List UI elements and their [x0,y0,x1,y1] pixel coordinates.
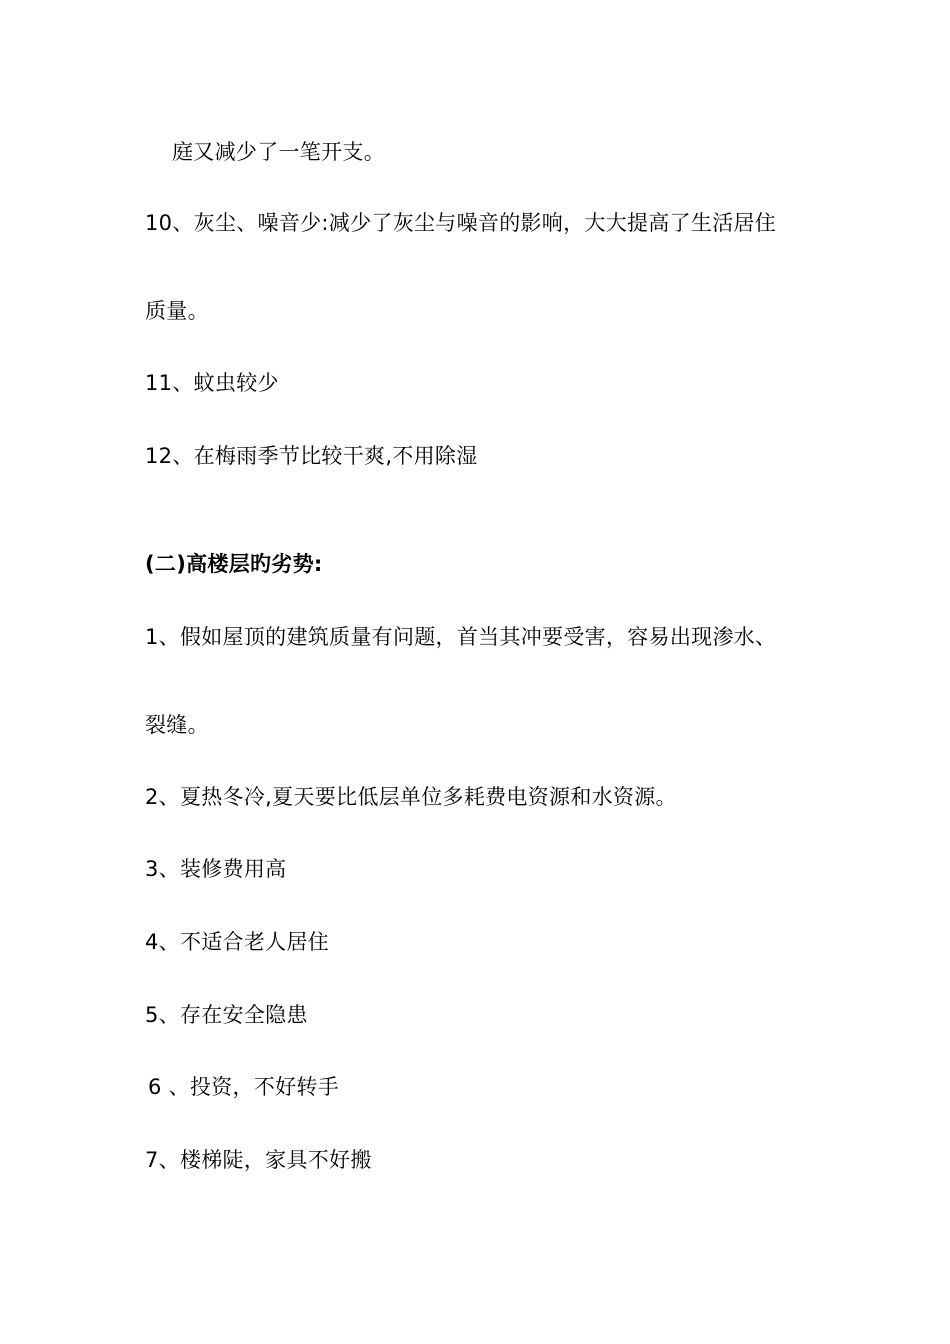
list-item-7: 7、楼梯陡，家具不好搬 [145,1148,372,1172]
section-heading: (二)高楼层旳劣势: [145,552,323,576]
paragraph-continuation: 庭又减少了一笔开支。 [172,140,385,164]
list-item-12: 12、在梅雨季节比较干爽,不用除湿 [145,444,478,468]
list-item-1-continuation: 裂缝。 [145,713,209,737]
list-item-1: 1、假如屋顶的建筑质量有问题，首当其冲要受害，容易出现渗水、 [145,625,777,649]
list-item-10: 10、灰尘、噪音少:减少了灰尘与噪音的影响，大大提高了生活居住 [145,211,777,235]
list-item-6: 6 、投资，不好转手 [148,1075,340,1099]
list-item-4: 4、不适合老人居住 [145,930,330,954]
list-item-5: 5、存在安全隐患 [145,1003,308,1027]
list-item-11: 11、蚊虫较少 [145,371,279,395]
list-item-2: 2、夏热冬冷,夏天要比低层单位多耗费电资源和水资源。 [145,785,677,809]
list-item-10-continuation: 质量。 [145,299,209,323]
list-item-3: 3、装修费用高 [145,857,287,881]
